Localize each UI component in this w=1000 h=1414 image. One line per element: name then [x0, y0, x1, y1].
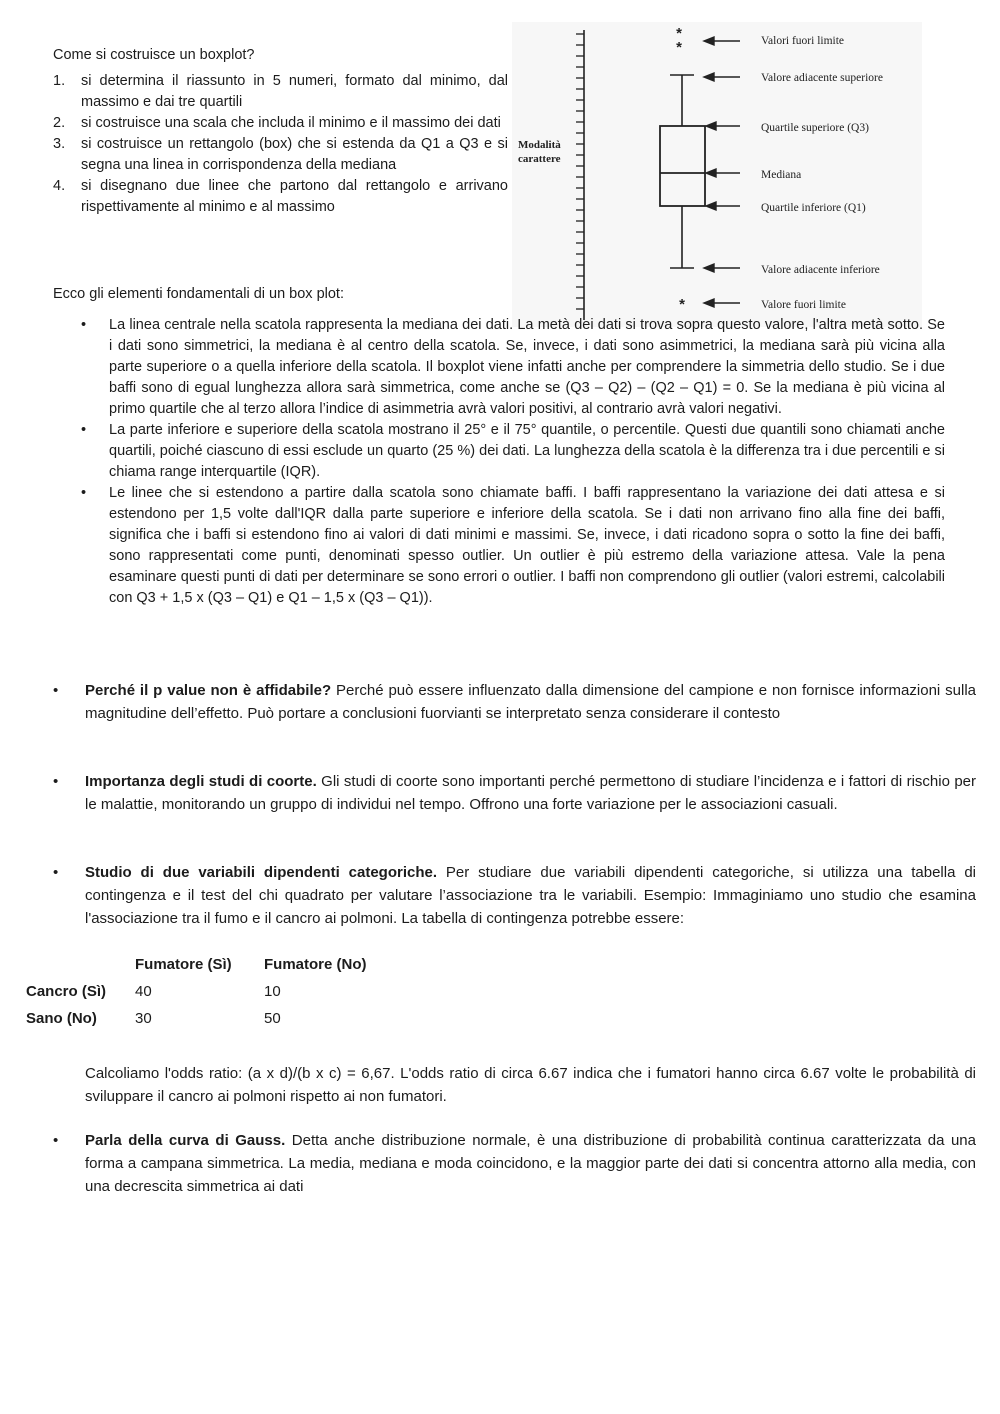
- steps-list: [25, 71, 508, 218]
- boxplot-diagram: [512, 22, 922, 327]
- table-header-row: [26, 951, 404, 978]
- question-body: Per studiare due variabili dipendenti categoriche, si utilizza una tabella di contingenza e il test del chi quadrato per valutare l’associazione tra le variabili. Esempio: Immaginiamo uno studio che esamina l'associazione tra il fumo e il cancro ai polmoni. La tabella di contingenza potrebbe essere:: [85, 864, 976, 927]
- question-body: Perché può essere influenzato dalla dimensione del campione e non fornisce informazioni sulla magnitudine dell’effetto. Può portare a conclusioni fuorvianti se interpretato senza considerare il contesto: [85, 682, 976, 722]
- list-item: 3. si costruisce un rettangolo (box) che si estenda da Q1 a Q3 e si segna una linea in corrispondenza della mediana: [53, 136, 508, 173]
- label-lower-adjacent: Valore adiacente inferiore: [761, 264, 880, 276]
- table-cell: 50: [264, 1010, 281, 1027]
- table-cell: 10: [264, 983, 281, 1000]
- table-cell: 40: [135, 983, 152, 1000]
- outlier-marker: *: [676, 39, 682, 56]
- axis-label: carattere: [518, 153, 561, 165]
- question-title: Studio di due variabili dipendenti categoriche.: [85, 864, 438, 881]
- odds-ratio-paragraph: Calcoliamo l'odds ratio: (a x d)/(b x c) = 6,67. L'odds ratio di circa 6.67 indica che i fumatori hanno circa 6.67 volte le probabilità di sviluppare il cancro ai polmoni rispetto ai non fumatori.: [85, 1065, 976, 1105]
- question-body: Detta anche distribuzione normale, è una distribuzione di probabilità continua caratterizzata da una forma a campana simmetrica. La media, mediana e moda coincidono, e la maggior parte dei dati si concentra attorno alla media, con una decrescita simmetrica ai dati: [85, 1132, 976, 1195]
- list-item: 4. si disegnano due linee che partono dal rettangolo e arrivano rispettivamente al minimo e al massimo: [53, 178, 508, 215]
- row-label: Cancro (Sì): [26, 983, 107, 1000]
- question-categorical: • Studio di due variabili dipendenti categoriche. Per studiare due variabili dipendenti categoriche, si utilizza una tabella di contingenza e il test del chi quadrato per valutare l’associazione tra le variabili. Esempio: Immaginiamo uno studio che esamina l'associazione tra il fumo e il cancro ai polmoni. La tabella di contingenza potrebbe essere:: [53, 864, 976, 927]
- table-cell: 30: [135, 1010, 152, 1027]
- outlier-marker: *: [679, 296, 685, 313]
- boxplot-construction: [53, 45, 508, 218]
- question-title: Perché il p value non è affidabile?: [85, 682, 332, 699]
- question-title: Importanza degli studi di coorte.: [85, 773, 317, 790]
- contingency-table: [26, 951, 404, 1032]
- label-outliers-bottom: Valore fuori limite: [761, 299, 846, 311]
- list-item: 2. si costruisce una scala che includa il minimo e il massimo dei dati: [53, 115, 501, 131]
- bullet-text: La linea centrale nella scatola rappresenta la mediana dei dati. La metà dei dati si trova sopra questo valore, l'altra metà sotto. Se i dati sono simmetrici, la mediana è al centro della scatola. Se, invece, i dati sono asimmetrici, la mediana sarà più vicina alla parte superiore o a quella inferiore della scatola. Il boxplot viene infatti anche per comprendere la simmetria dello studio. Se i due baffi sono di egual lunghezza allora sarà simmetrica, come anche se (Q3 – Q2) – (Q2 – Q1) = 0. Se la mediana è più vicina al primo quartile che al terzo allora l’indice di asimmetria avrà valori positivi, al contrario avrà valori negativi.: [109, 317, 945, 417]
- question-title: Parla della curva di Gauss.: [85, 1132, 286, 1149]
- axis-label: Modalità: [518, 139, 561, 151]
- bullet-text: Le linee che si estendono a partire dalla scatola sono chiamate baffi. I baffi rappresentano la variazione dei dati attesa e si estendono per 1,5 volte dall'IQR dalla parte superiore e inferiore della scatola. Se i dati non arrivano fino alla fine dei baffi, significa che i baffi si estendono fino ai valori di dati minimi e massimi. Se, invece, i dati ricadono sopra o sotto la fine dei baffi, sono rappresentati come punti, denominati spesso outlier. Un outlier è più estremo della variazione attesa. Vale la pena esaminare questi punti di dati per determinare se sono errori o outlier. I baffi non comprendono gli outlier (valori estremi, calcolabili con Q3 + 1,5 x (Q3 – Q1) e Q1 – 1,5 x (Q3 – Q1)).: [109, 485, 945, 606]
- elements-list-wrap: [53, 315, 945, 609]
- table-header: Fumatore (Sì): [135, 956, 232, 973]
- list-item: • Le linee che si estendono a partire dalla scatola sono chiamate baffi. I baffi rappresentano la variazione dei dati attesa e si estendono per 1,5 volte dall'IQR dalla parte superiore e inferiore della scatola. Se i dati non arrivano fino alla fine dei baffi, significa che i baffi si estendono fino ai valori di dati minimi e massimi. Se, invece, i dati ricadono sopra o sotto la fine dei baffi, sono rappresentati come punti, denominati spesso outlier. Un outlier è più estremo della variazione attesa. Vale la pena esaminare questi punti di dati per determinare se sono errori o outlier. I baffi non comprendono gli outlier (valori estremi, calcolabili con Q3 + 1,5 x (Q3 – Q1) e Q1 – 1,5 x (Q3 – Q1)).: [81, 485, 945, 606]
- label-upper-adjacent: Valore adiacente superiore: [761, 72, 883, 84]
- label-q1: Quartile inferiore (Q1): [761, 202, 866, 214]
- list-item: • La parte inferiore e superiore della scatola mostrano il 25° e il 75° quantile, o percentile. Questi due quantili sono chiamati anche quartili, poiché ciascuno di essi esclude un quarto (25 %) dei dati. La lunghezza della scatola è la differenza tra i due percentili e si chiama range interquartile (IQR).: [81, 422, 945, 480]
- table-row: [26, 1005, 404, 1032]
- elements-title: Ecco gli elementi fondamentali di un box plot:: [53, 286, 344, 302]
- elements-list: [53, 315, 945, 609]
- label-q3: Quartile superiore (Q3): [761, 122, 869, 134]
- row-label: Sano (No): [26, 1010, 97, 1027]
- table-header: [26, 951, 135, 978]
- boxplot-title: Come si costruisce un boxplot?: [53, 47, 255, 63]
- question-cohort: • Importanza degli studi di coorte. Gli studi di coorte sono importanti perché permettono di studiare l’incidenza e i fattori di rischio per le malattie, monitorando un gruppo di individui nel tempo. Offrono una forte variazione per le associazioni casuali.: [53, 773, 977, 813]
- question-pvalue: • Perché il p value non è affidabile? Perché può essere influenzato dalla dimensione del campione e non fornisce informazioni sulla magnitudine dell’effetto. Può portare a conclusioni fuorvianti se interpretato senza considerare il contesto: [53, 682, 976, 722]
- label-median: Mediana: [761, 169, 802, 181]
- list-item: 1. si determina il riassunto in 5 numeri, formato dal minimo, dal massimo e dai tre quartili: [53, 73, 508, 110]
- outlier-marker: *: [676, 25, 682, 42]
- question-gauss: • Parla della curva di Gauss. Detta anche distribuzione normale, è una distribuzione di probabilità continua caratterizzata da una forma a campana simmetrica. La media, mediana e moda coincidono, e la maggior parte dei dati si concentra attorno alla media, con una decrescita simmetrica ai dati: [53, 1132, 976, 1195]
- list-item: • La linea centrale nella scatola rappresenta la mediana dei dati. La metà dei dati si trova sopra questo valore, l'altra metà sotto. Se i dati sono simmetrici, la mediana è al centro della scatola. Se, invece, i dati sono asimmetrici, la mediana sarà più vicina alla parte superiore o a quella inferiore della scatola. Il boxplot viene infatti anche per comprendere la simmetria dello studio. Se i due baffi sono di egual lunghezza allora sarà simmetrica, come anche se (Q3 – Q2) – (Q2 – Q1) = 0. Se la mediana è più vicina al primo quartile che al terzo allora l’indice di asimmetria avrà valori positivi, al contrario avrà valori negativi.: [81, 317, 945, 417]
- bullet-text: La parte inferiore e superiore della scatola mostrano il 25° e il 75° quantile, o percentile. Questi due quantili sono chiamati anche quartili, poiché ciascuno di essi esclude un quarto (25 %) dei dati. La lunghezza della scatola è la differenza tra i due percentili e si chiama range interquartile (IQR).: [109, 422, 945, 480]
- table-row: [26, 978, 404, 1005]
- label-outliers-top: Valori fuori limite: [761, 35, 845, 47]
- question-body: Gli studi di coorte sono importanti perché permettono di studiare l’incidenza e i fattori di rischio per le malattie, monitorando un gruppo di individui nel tempo. Offrono una forte variazione per le associazioni casuali.: [85, 773, 977, 813]
- table-header: Fumatore (No): [264, 956, 367, 973]
